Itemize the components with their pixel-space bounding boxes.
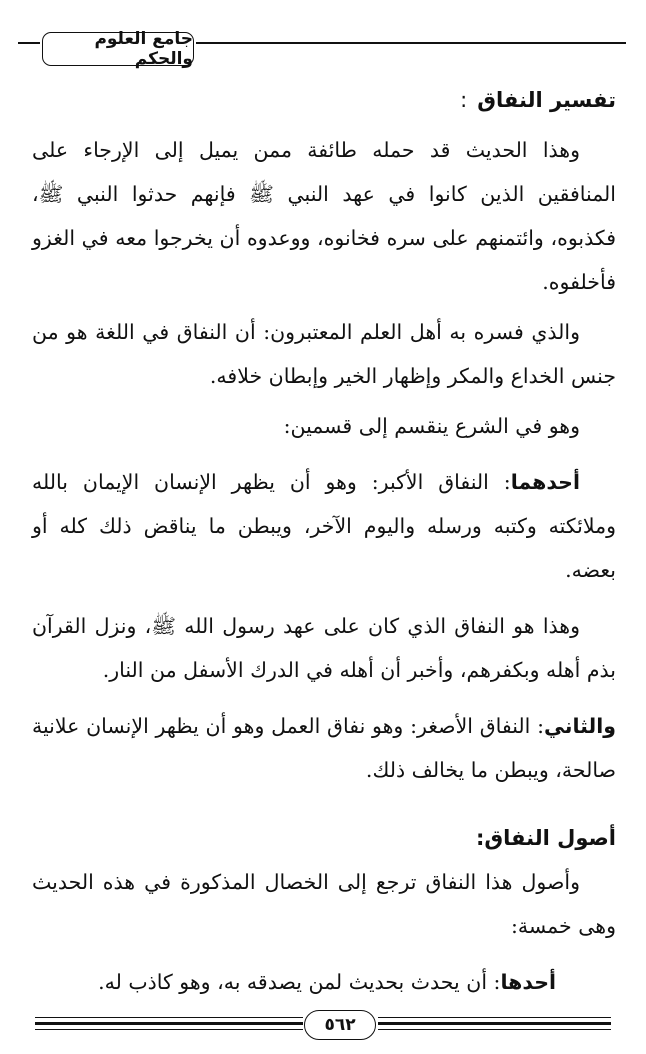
type-lead: والثاني <box>544 714 616 738</box>
page-footer <box>0 1000 646 1050</box>
paragraph: وهذا الحديث قد حمله طائفة ممن يميل إلى الإرجاء على المنافقين الذين كانوا في عهد النبي ﷺ فإنهم حدثوا النبي ﷺ، فكذبوه، وائتمنهم على سره فخانوه، ووعدوه أن يخرجوا معه في الغزو فأخلفوه. <box>32 138 616 294</box>
page-header <box>0 0 646 90</box>
item-lead: أحدها <box>500 970 556 994</box>
section-heading-nifaq-tafsir: تفسير النفاق: <box>460 88 616 112</box>
list-item: أحدها: أن يحدث بحديث لمن يصدقه به، وهو كاذب له. <box>98 970 556 994</box>
paragraph: وهذا هو النفاق الذي كان على عهد رسول الله ﷺ، ونزل القرآن بذم أهله وبكفرهم، وأخبر أن أهله في الدرك الأسفل من النار. <box>32 614 616 682</box>
page-body <box>32 78 616 1004</box>
type-lead: أحدهما <box>510 470 580 494</box>
header-rule-right <box>196 42 626 44</box>
paragraph: وأصول هذا النفاق ترجع إلى الخصال المذكورة في هذه الحديث وهى خمسة: <box>32 870 616 938</box>
type-paragraph-major: أحدهما: النفاق الأكبر: وهو أن يظهر الإنسان الإيمان بالله وملائكته وكتبه ورسله واليوم الآخر، ويبطن ما يناقض ذلك كله أو بعضه. <box>32 470 616 582</box>
paragraph: وهو في الشرع ينقسم إلى قسمين: <box>283 414 580 438</box>
running-title: جامع العلوم والحكم <box>94 29 193 69</box>
running-title-box <box>42 29 194 69</box>
type-paragraph-minor: والثاني: النفاق الأصغر: وهو نفاق العمل وهو أن يظهر الإنسان علانية صالحة، ويبطن ما يخالف ذلك. <box>32 714 616 782</box>
page-number: ٥٦٢ <box>304 1010 376 1040</box>
header-rule-left <box>18 42 40 44</box>
paragraph: والذي فسره به أهل العلم المعتبرون: أن النفاق في اللغة هو من جنس الخداع والمكر وإظهار الخير وإبطان خلافه. <box>32 320 616 388</box>
section-heading-usul-nifaq: أصول النفاق: <box>475 826 616 850</box>
